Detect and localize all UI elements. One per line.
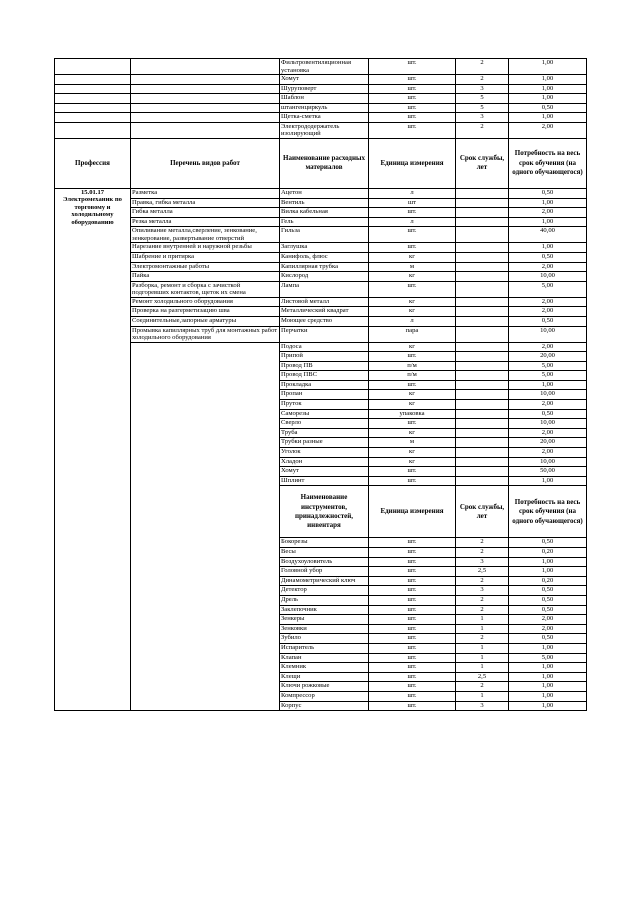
life-cell: 2,5 (456, 567, 509, 577)
need-cell: 1,00 (509, 243, 587, 253)
material-name: Вилка кабельная (280, 208, 369, 218)
unit-cell: л (369, 188, 456, 198)
material-name: Кислород (280, 272, 369, 282)
tool-name: Воздухоуловитель (280, 557, 369, 567)
profession-cell (55, 59, 131, 75)
table-row (55, 252, 587, 262)
need-cell: 5,00 (509, 361, 587, 371)
tool-name: Клещи (280, 672, 369, 682)
profession-cell (55, 94, 131, 104)
header-works: Перечень видов работ (131, 138, 280, 188)
work-cell: Пайка (131, 272, 280, 282)
life-cell (456, 217, 509, 227)
work-cell: Промывка капиллярных труб для монтажных работ холодильного оборудования (131, 326, 280, 342)
need-cell: 0,50 (509, 409, 587, 419)
need-cell: 2,00 (509, 307, 587, 317)
work-cell (131, 94, 280, 104)
life-cell: 2 (456, 576, 509, 586)
life-cell (456, 227, 509, 243)
life-cell (456, 208, 509, 218)
header-life: Срок службы, лет (456, 486, 509, 538)
life-cell: 1 (456, 691, 509, 701)
need-cell: 10,00 (509, 457, 587, 467)
material-name: Канифоль, флюс (280, 252, 369, 262)
material-name: Шплинт (280, 476, 369, 486)
table-row (55, 217, 587, 227)
life-cell (456, 419, 509, 429)
need-cell: 1,00 (509, 380, 587, 390)
unit-cell: шт. (369, 59, 456, 75)
life-cell (456, 476, 509, 486)
need-cell: 2,00 (509, 262, 587, 272)
unit-cell: кг (369, 272, 456, 282)
header-life: Срок службы, лет (456, 138, 509, 188)
need-cell: 0,50 (509, 538, 587, 548)
unit-cell: шт. (369, 103, 456, 113)
table-row (55, 188, 587, 198)
need-cell: 1,00 (509, 198, 587, 208)
table-row (55, 198, 587, 208)
life-cell: 3 (456, 701, 509, 711)
need-cell: 2,00 (509, 208, 587, 218)
profession-cell (55, 103, 131, 113)
table-row (55, 208, 587, 218)
need-cell: 5,00 (509, 653, 587, 663)
unit-cell: шт. (369, 94, 456, 104)
life-cell: 2 (456, 682, 509, 692)
material-name: Припой (280, 352, 369, 362)
tool-name: Ключи рожковые (280, 682, 369, 692)
tool-name: Корпус (280, 701, 369, 711)
need-cell: 1,00 (509, 663, 587, 673)
unit-cell: шт. (369, 227, 456, 243)
life-cell (456, 342, 509, 352)
unit-cell: шт. (369, 75, 456, 85)
need-cell: 1,00 (509, 691, 587, 701)
profession-code: 15.01.17 (80, 188, 105, 196)
header-tool-name: Наименование инструментов, принадлежностей, инвентаря (280, 486, 369, 538)
need-cell: 0,50 (509, 316, 587, 326)
life-cell (456, 409, 509, 419)
work-cell: Гибка металла (131, 208, 280, 218)
need-cell: 10,00 (509, 419, 587, 429)
life-cell (456, 371, 509, 381)
material-name: Трубки разные (280, 438, 369, 448)
material-name: Прокладка (280, 380, 369, 390)
need-cell: 1,00 (509, 84, 587, 94)
need-cell: 10,00 (509, 326, 587, 342)
tool-name: Зенкеры (280, 615, 369, 625)
material-name: Заглушка (280, 243, 369, 253)
need-cell: 1,00 (509, 94, 587, 104)
need-cell: 1,00 (509, 59, 587, 75)
unit-cell: кг (369, 342, 456, 352)
tool-name: Детектор (280, 586, 369, 596)
header-material-name: Наименование расходных материалов (280, 138, 369, 188)
unit-cell: кг (369, 297, 456, 307)
life-cell: 1 (456, 643, 509, 653)
work-cell (131, 122, 280, 138)
need-cell: 20,00 (509, 352, 587, 362)
material-name: Листовой металл (280, 297, 369, 307)
material-name: Щетка-сметка (280, 113, 369, 123)
need-cell: 1,00 (509, 557, 587, 567)
work-cell: Правка, гибка металла (131, 198, 280, 208)
material-name: Труба (280, 428, 369, 438)
unit-cell: шт. (369, 557, 456, 567)
tool-name: Испаритель (280, 643, 369, 653)
need-cell: 20,00 (509, 438, 587, 448)
table-row (55, 113, 587, 123)
materials-table-body (55, 59, 587, 711)
life-cell (456, 188, 509, 198)
tool-name: Клемник (280, 663, 369, 673)
life-cell: 5 (456, 103, 509, 113)
life-cell (456, 380, 509, 390)
unit-cell: шт. (369, 682, 456, 692)
life-cell (456, 252, 509, 262)
life-cell (456, 316, 509, 326)
profession-cell (55, 113, 131, 123)
material-name: Перчатки (280, 326, 369, 342)
table-row (55, 84, 587, 94)
need-cell: 0,50 (509, 252, 587, 262)
unit-cell: л (369, 217, 456, 227)
need-cell: 1,00 (509, 75, 587, 85)
need-cell: 2,00 (509, 448, 587, 458)
tool-name: Клапан (280, 653, 369, 663)
material-name: Лампа (280, 281, 369, 297)
unit-cell: шт. (369, 624, 456, 634)
unit-cell: шт. (369, 634, 456, 644)
unit-cell: шт (369, 198, 456, 208)
material-name: Электрододержатель изолирующий (280, 122, 369, 138)
life-cell (456, 457, 509, 467)
material-name: Пруток (280, 400, 369, 410)
work-cell (131, 75, 280, 85)
need-cell: 0,50 (509, 103, 587, 113)
need-cell: 5,00 (509, 281, 587, 297)
table-row (55, 94, 587, 104)
need-cell: 50,00 (509, 467, 587, 477)
life-cell (456, 390, 509, 400)
life-cell: 2 (456, 122, 509, 138)
life-cell: 1 (456, 624, 509, 634)
need-cell: 1,00 (509, 567, 587, 577)
need-cell: 0,20 (509, 576, 587, 586)
table-header (55, 138, 587, 188)
need-cell: 5,00 (509, 371, 587, 381)
unit-cell: шт. (369, 663, 456, 673)
unit-cell: шт. (369, 419, 456, 429)
tool-name: Бокорезы (280, 538, 369, 548)
work-cell: Разборка, ремонт и сборка с зачисткой подгоревших контактов, щеток их смена (131, 281, 280, 297)
life-cell (456, 428, 509, 438)
header-need: Потребность на весь срок обучения (на одного обучающегося) (509, 486, 587, 538)
work-cell: Нарезание внутренней и наружной резьбы (131, 243, 280, 253)
unit-cell: кг (369, 428, 456, 438)
material-name: Моющее средство (280, 316, 369, 326)
life-cell: 2 (456, 595, 509, 605)
material-name: Провод ПВС (280, 371, 369, 381)
profession-cell (55, 84, 131, 94)
need-cell: 2,00 (509, 615, 587, 625)
tool-name: Весы (280, 548, 369, 558)
unit-cell: кг (369, 457, 456, 467)
unit-cell: кг (369, 252, 456, 262)
need-cell: 2,00 (509, 122, 587, 138)
materials-table (54, 58, 587, 711)
life-cell: 1 (456, 663, 509, 673)
profession-cell (55, 75, 131, 85)
life-cell (456, 400, 509, 410)
material-name: Хомут (280, 75, 369, 85)
life-cell (456, 198, 509, 208)
unit-cell: шт. (369, 243, 456, 253)
table-row (55, 326, 587, 342)
life-cell (456, 352, 509, 362)
need-cell: 2,00 (509, 297, 587, 307)
work-cell: Ремонт холодильного оборудования (131, 297, 280, 307)
unit-cell: шт. (369, 467, 456, 477)
work-cell: Проверка на разгерметизацию шва (131, 307, 280, 317)
unit-cell: шт. (369, 653, 456, 663)
unit-cell: кг (369, 307, 456, 317)
unit-cell: шт. (369, 122, 456, 138)
table-row (55, 243, 587, 253)
material-name: Сверло (280, 419, 369, 429)
work-cell: Шабрение и притирка (131, 252, 280, 262)
unit-cell: пара (369, 326, 456, 342)
table-row (55, 307, 587, 317)
profession-title: Электромеханик по торговому и холодильному оборудованию (63, 196, 122, 226)
life-cell (456, 297, 509, 307)
unit-cell: шт. (369, 548, 456, 558)
unit-cell: п/м (369, 371, 456, 381)
life-cell (456, 326, 509, 342)
need-cell: 10,00 (509, 272, 587, 282)
tool-name: Компрессор (280, 691, 369, 701)
life-cell: 2 (456, 59, 509, 75)
life-cell: 2 (456, 548, 509, 558)
unit-cell: кг (369, 400, 456, 410)
need-cell: 0,50 (509, 605, 587, 615)
work-cell (131, 59, 280, 75)
tool-name: Зенковки (280, 624, 369, 634)
need-cell: 40,00 (509, 227, 587, 243)
unit-cell: шт. (369, 643, 456, 653)
unit-cell: шт. (369, 476, 456, 486)
tool-name: Головной убор (280, 567, 369, 577)
life-cell: 2,5 (456, 672, 509, 682)
table-row (55, 75, 587, 85)
life-cell (456, 243, 509, 253)
table-row (55, 272, 587, 282)
tool-name: Дрель (280, 595, 369, 605)
tool-name: Динамометрический ключ (280, 576, 369, 586)
life-cell (456, 272, 509, 282)
life-cell (456, 307, 509, 317)
material-name: Шуруповерт (280, 84, 369, 94)
material-name: Шаблон (280, 94, 369, 104)
life-cell: 1 (456, 653, 509, 663)
tool-name: Заклепочник (280, 605, 369, 615)
life-cell: 3 (456, 113, 509, 123)
work-cell (131, 342, 280, 711)
unit-cell: шт. (369, 380, 456, 390)
work-cell (131, 103, 280, 113)
material-name: Фильтровентиляционная установка (280, 59, 369, 75)
unit-cell: шт. (369, 615, 456, 625)
table-row (55, 316, 587, 326)
need-cell: 0,50 (509, 634, 587, 644)
life-cell (456, 361, 509, 371)
unit-cell: л (369, 316, 456, 326)
header-unit: Единица измерения (369, 138, 456, 188)
need-cell: 1,00 (509, 701, 587, 711)
table-row (55, 103, 587, 113)
material-name: Провод ПВ (280, 361, 369, 371)
life-cell: 1 (456, 615, 509, 625)
life-cell (456, 262, 509, 272)
life-cell: 3 (456, 84, 509, 94)
tool-name: Зубило (280, 634, 369, 644)
table-row (55, 281, 587, 297)
life-cell: 2 (456, 538, 509, 548)
unit-cell: шт. (369, 691, 456, 701)
need-cell: 1,00 (509, 113, 587, 123)
unit-cell: п/м (369, 361, 456, 371)
work-cell: Опиливание металла,сверление, зенкование, зенкерование, развертывание отверстий (131, 227, 280, 243)
need-cell: 1,00 (509, 643, 587, 653)
unit-cell: кг (369, 448, 456, 458)
material-name: Гильза (280, 227, 369, 243)
unit-cell: шт. (369, 701, 456, 711)
unit-cell: шт. (369, 605, 456, 615)
need-cell: 1,00 (509, 682, 587, 692)
unit-cell: шт. (369, 84, 456, 94)
need-cell: 0,50 (509, 586, 587, 596)
material-name: штангенциркуль (280, 103, 369, 113)
need-cell: 0,50 (509, 188, 587, 198)
table-row (55, 227, 587, 243)
need-cell: 2,00 (509, 400, 587, 410)
material-name: Хомут (280, 467, 369, 477)
table-row (55, 59, 587, 75)
work-cell: Соединительные,запорные арматуры (131, 316, 280, 326)
table-row (55, 122, 587, 138)
unit-cell: м (369, 438, 456, 448)
unit-cell: шт. (369, 576, 456, 586)
need-cell: 1,00 (509, 476, 587, 486)
material-name: Хладон (280, 457, 369, 467)
work-cell (131, 84, 280, 94)
unit-cell: м (369, 262, 456, 272)
table-row (55, 297, 587, 307)
document-page (54, 58, 586, 711)
life-cell (456, 438, 509, 448)
need-cell: 0,20 (509, 548, 587, 558)
need-cell: 1,00 (509, 217, 587, 227)
profession-cell (55, 122, 131, 138)
life-cell: 5 (456, 94, 509, 104)
table-row (55, 262, 587, 272)
life-cell: 3 (456, 586, 509, 596)
unit-cell: шт. (369, 672, 456, 682)
unit-cell: шт. (369, 281, 456, 297)
work-cell: Разметка (131, 188, 280, 198)
unit-cell: шт. (369, 208, 456, 218)
life-cell (456, 448, 509, 458)
unit-cell: шт. (369, 113, 456, 123)
material-name: Гель (280, 217, 369, 227)
material-name: Металлический квадрат (280, 307, 369, 317)
need-cell: 1,00 (509, 672, 587, 682)
header-profession: Профессия (55, 138, 131, 188)
unit-cell: шт. (369, 586, 456, 596)
unit-cell: шт. (369, 567, 456, 577)
unit-cell: кг (369, 390, 456, 400)
life-cell (456, 281, 509, 297)
unit-cell: упаковка (369, 409, 456, 419)
material-name: Подоса (280, 342, 369, 352)
need-cell: 2,00 (509, 342, 587, 352)
need-cell: 2,00 (509, 428, 587, 438)
work-cell: Резка металла (131, 217, 280, 227)
header-need: Потребность на весь срок обучения (на одного обучающегося) (509, 138, 587, 188)
need-cell: 2,00 (509, 624, 587, 634)
life-cell: 2 (456, 605, 509, 615)
need-cell: 10,00 (509, 390, 587, 400)
material-name: Вентиль (280, 198, 369, 208)
header-unit: Единица измерения (369, 486, 456, 538)
unit-cell: шт. (369, 595, 456, 605)
table-row (55, 342, 587, 352)
work-cell: Электромонтажные работы (131, 262, 280, 272)
work-cell (131, 113, 280, 123)
material-name: Саморезы (280, 409, 369, 419)
life-cell: 2 (456, 634, 509, 644)
profession-cell (55, 188, 131, 710)
unit-cell: шт. (369, 538, 456, 548)
material-name: Капиллярная трубка (280, 262, 369, 272)
need-cell: 0,50 (509, 595, 587, 605)
material-name: Уголок (280, 448, 369, 458)
material-name: Ацетон (280, 188, 369, 198)
material-name: Пропан (280, 390, 369, 400)
unit-cell: шт. (369, 352, 456, 362)
life-cell: 3 (456, 557, 509, 567)
life-cell (456, 467, 509, 477)
life-cell: 2 (456, 75, 509, 85)
